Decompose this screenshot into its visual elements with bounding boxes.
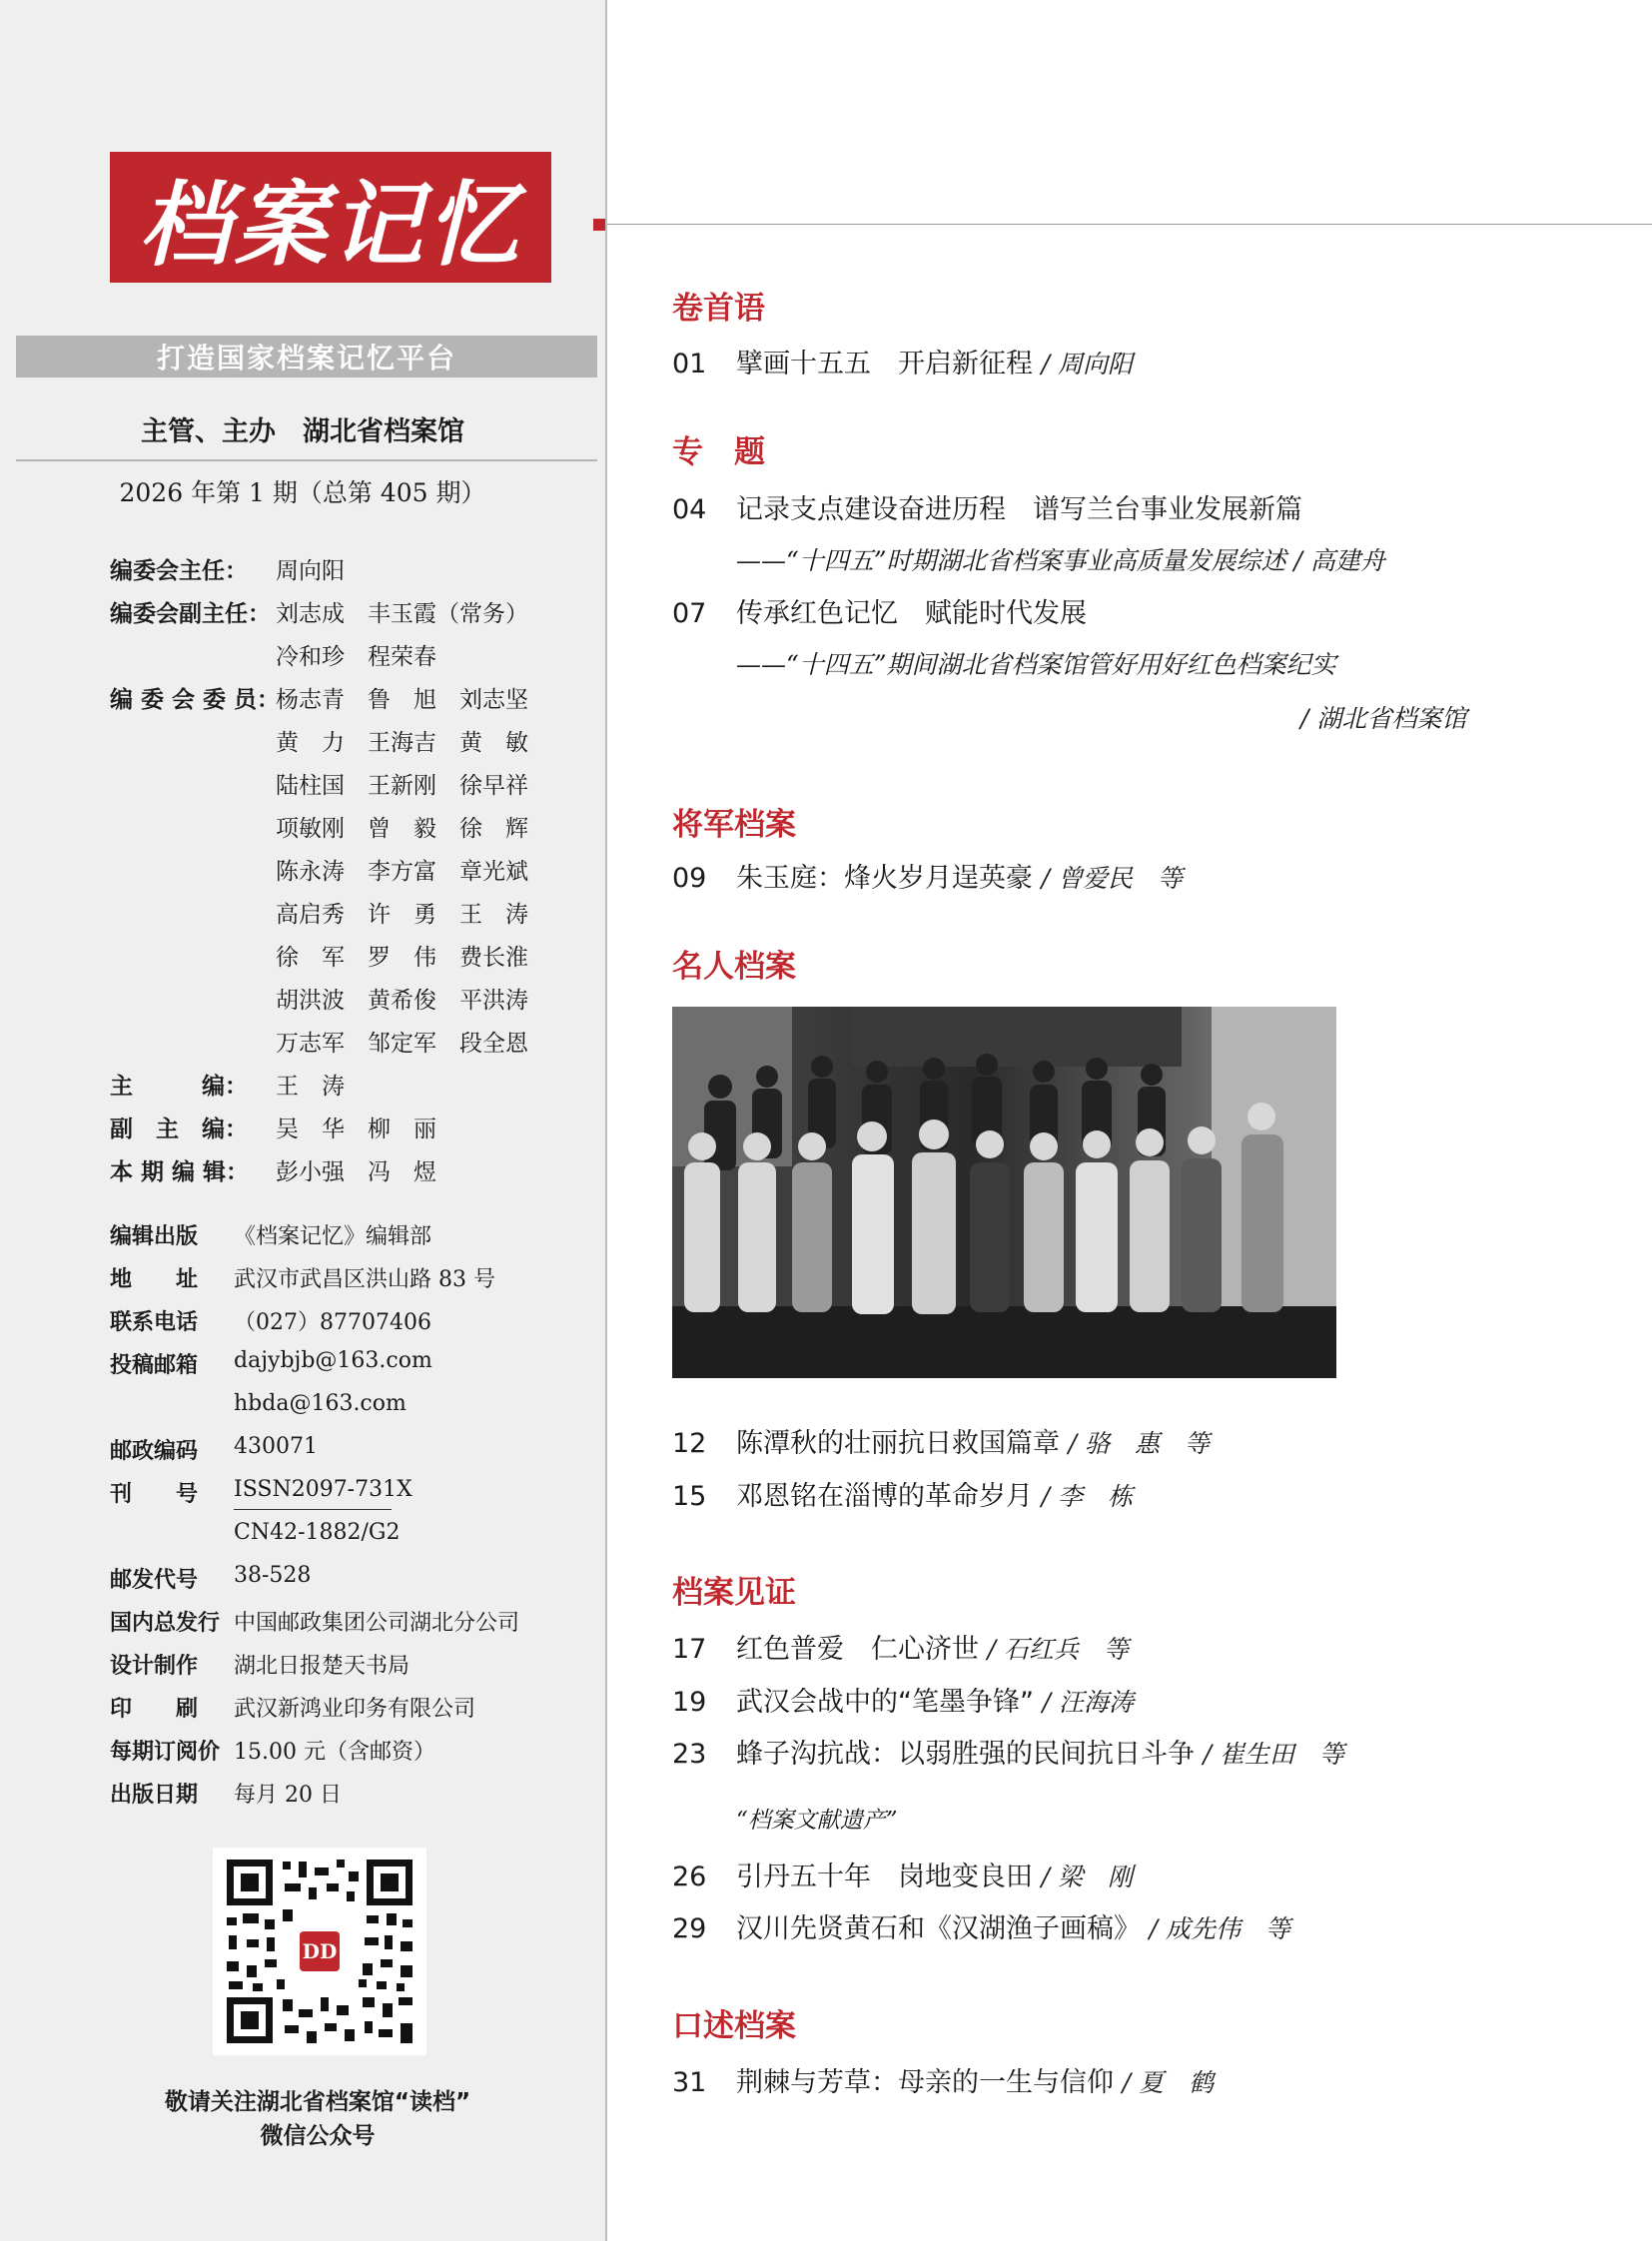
article-author: / 李 栋 — [1041, 1482, 1133, 1511]
header-rule — [607, 224, 1652, 225]
editorial-label: 编委会主任： — [110, 558, 248, 584]
pub-value: 38-528 — [234, 1563, 312, 1588]
editorial-names: 黄 力 王海吉 黄 敏 — [276, 730, 528, 756]
section-heading: 名人档案 — [672, 949, 796, 985]
pub-label: 编辑出版 — [110, 1224, 199, 1249]
section-heading: 将军档案 — [672, 807, 796, 843]
article-title: 传承红色记忆 赋能时代发展 — [736, 598, 1087, 629]
toc-entry[interactable] — [672, 1627, 1129, 1666]
editorial-label: 本 期 编 辑： — [110, 1159, 250, 1185]
article-author: / 曾爱民 等 — [1041, 864, 1183, 893]
toc-entry[interactable] — [672, 2060, 1214, 2099]
issn-rule — [234, 1509, 392, 1510]
column-divider — [605, 0, 607, 2241]
page-number: 23 — [672, 1739, 707, 1770]
toc-entry[interactable] — [672, 1906, 1290, 1945]
pub-label: 地 址 — [110, 1267, 199, 1292]
section-heading: 口述档案 — [672, 2008, 796, 2044]
article-author: / 崔生田 等 — [1203, 1740, 1344, 1769]
editorial-names: 周向阳 — [276, 558, 345, 584]
pub-label: 邮发代号 — [110, 1568, 199, 1593]
article-title: 陈潭秋的壮丽抗日救国篇章 — [736, 1428, 1060, 1459]
qr-badge-text: DD — [302, 1939, 338, 1963]
article-subtitle: ——“十四五”时期湖北省档案事业高质量发展综述 / 高建舟 — [736, 546, 1385, 575]
page-number: 31 — [672, 2067, 707, 2098]
pub-value: 湖北日报楚天书局 — [234, 1654, 411, 1679]
editorial-names: 刘志成 丰玉霞（常务） — [276, 601, 528, 627]
page-number: 15 — [672, 1481, 707, 1512]
pub-value: 15.00 元（含邮资） — [234, 1740, 435, 1765]
editorial-names: 杨志青 鲁 旭 刘志坚 — [276, 687, 528, 713]
qr-caption: 敬请关注湖北省档案馆“读档” — [164, 2089, 471, 2115]
pub-value: 武汉市武昌区洪山路 83 号 — [234, 1267, 495, 1292]
editorial-names: 胡洪波 黄希俊 平洪涛 — [276, 988, 528, 1014]
pub-label: 设计制作 — [110, 1654, 199, 1679]
accent-marker — [593, 219, 605, 231]
editorial-names: 王 涛 — [276, 1074, 345, 1100]
logo-text: 档案记忆 — [138, 170, 522, 279]
article-title: 荆棘与芳草：母亲的一生与信仰 — [736, 2067, 1114, 2098]
article-title: 武汉会战中的“笔墨争锋” — [736, 1687, 1034, 1718]
editorial-names: 冷和珍 程荣春 — [276, 644, 436, 670]
pub-label: 每期订阅价 — [110, 1740, 221, 1765]
slogan-text: 打造国家档案记忆平台 — [156, 342, 456, 374]
toc-entry[interactable] — [672, 591, 1087, 630]
wechat-qr-code[interactable] — [213, 1848, 426, 2055]
pub-label: 刊 号 — [110, 1482, 199, 1507]
pub-label: 邮政编码 — [110, 1439, 199, 1464]
pub-value: CN42-1882/G2 — [234, 1520, 401, 1545]
editorial-label: 编委会副主任： — [110, 601, 271, 627]
article-title: 汉川先贤黄石和《汉湖渔子画稿》 — [736, 1913, 1141, 1944]
editorial-label: 主 编： — [110, 1074, 248, 1100]
pub-value: 《档案记忆》编辑部 — [234, 1224, 432, 1249]
section-heading: 专 题 — [672, 434, 765, 470]
article-title: 记录支点建设奋进历程 谱写兰台事业发展新篇 — [736, 494, 1302, 525]
editorial-names: 徐 军 罗 伟 费长淮 — [276, 945, 528, 971]
article-author: / 石红兵 等 — [987, 1635, 1129, 1664]
article-title: 邓恩铭在淄博的革命岁月 — [736, 1481, 1033, 1512]
slogan-bar — [16, 336, 597, 377]
section-heading: 档案见证 — [672, 1575, 796, 1611]
pub-label: 联系电话 — [110, 1310, 199, 1335]
pub-label: 出版日期 — [110, 1783, 199, 1808]
article-author: / 周向阳 — [1041, 350, 1133, 378]
toc-entry[interactable] — [672, 1680, 1134, 1719]
email-link[interactable]: hbda@163.com — [234, 1391, 407, 1416]
page-number: 17 — [672, 1634, 707, 1665]
toc-entry[interactable] — [672, 1732, 1344, 1771]
magazine-logo — [110, 152, 551, 283]
article-author: / 梁 刚 — [1041, 1863, 1133, 1891]
article-subtitle: ——“十四五”期间湖北省档案馆管好用好红色档案纪实 — [736, 650, 1336, 679]
article-title: 蜂子沟抗战：以弱胜强的民间抗日斗争 — [736, 1739, 1195, 1770]
pub-value: ISSN2097-731X — [234, 1477, 413, 1502]
editorial-names: 彭小强 冯 煜 — [276, 1159, 436, 1185]
historical-group-photo — [672, 1007, 1336, 1378]
pub-value: 武汉新鸿业印务有限公司 — [234, 1697, 476, 1722]
article-title: 引丹五十年 岗地变良田 — [736, 1862, 1033, 1892]
article-title: 擘画十五五 开启新征程 — [736, 349, 1033, 379]
article-author: / 夏 鹤 — [1122, 2068, 1214, 2097]
pub-value: 每月 20 日 — [234, 1783, 342, 1808]
section-heading: 卷首语 — [672, 291, 765, 327]
page-number: 01 — [672, 349, 707, 379]
article-title: 红色普爱 仁心济世 — [736, 1634, 979, 1665]
page-number: 12 — [672, 1428, 707, 1459]
toc-entry[interactable] — [672, 1474, 1133, 1513]
page-number: 07 — [672, 598, 707, 629]
article-author: / 骆 惠 等 — [1068, 1429, 1210, 1458]
sponsor-line: 主管、主办 湖北省档案馆 — [141, 416, 464, 447]
subsection-label: “档案文献遗产” — [736, 1808, 898, 1834]
editorial-names: 万志军 邹定军 段全恩 — [276, 1031, 528, 1057]
pub-label: 投稿邮箱 — [110, 1353, 199, 1378]
page-number: 19 — [672, 1687, 707, 1718]
toc-entry[interactable] — [672, 342, 1133, 380]
editorial-label: 编 委 会 委 员： — [110, 687, 281, 713]
qr-caption: 微信公众号 — [260, 2123, 376, 2149]
pub-value: 430071 — [234, 1434, 318, 1459]
page-number: 09 — [672, 863, 707, 894]
toc-entry[interactable] — [672, 856, 1183, 895]
page-number: 04 — [672, 494, 707, 525]
issue-number: 2026 年第 1 期（总第 405 期） — [119, 478, 486, 507]
editorial-names: 陈永涛 李方富 章光斌 — [276, 859, 528, 885]
toc-entry[interactable] — [672, 1855, 1133, 1893]
page-number: 29 — [672, 1913, 707, 1944]
toc-entry[interactable] — [672, 1421, 1210, 1460]
editorial-names: 陆柱国 王新刚 徐早祥 — [276, 773, 528, 799]
article-author: / 汪海涛 — [1042, 1688, 1134, 1717]
pub-value: 中国邮政集团公司湖北分公司 — [234, 1611, 520, 1636]
editorial-names: 高启秀 许 勇 王 涛 — [276, 902, 528, 928]
editorial-names: 吴 华 柳 丽 — [276, 1117, 436, 1142]
editorial-names: 项敏刚 曾 毅 徐 辉 — [276, 816, 528, 842]
pub-value: （027）87707406 — [234, 1310, 431, 1335]
sponsor-rule — [16, 459, 597, 461]
toc-entry[interactable] — [672, 487, 1302, 526]
pub-label: 印 刷 — [110, 1697, 199, 1722]
article-author: / 湖北省档案馆 — [1300, 704, 1467, 733]
editorial-label: 副 主 编： — [110, 1117, 248, 1142]
pub-label: 国内总发行 — [110, 1611, 221, 1636]
article-author: / 成先伟 等 — [1149, 1914, 1290, 1943]
page-number: 26 — [672, 1862, 707, 1892]
email-link[interactable]: dajybjb@163.com — [234, 1348, 432, 1373]
article-title: 朱玉庭：烽火岁月逞英豪 — [736, 863, 1033, 894]
